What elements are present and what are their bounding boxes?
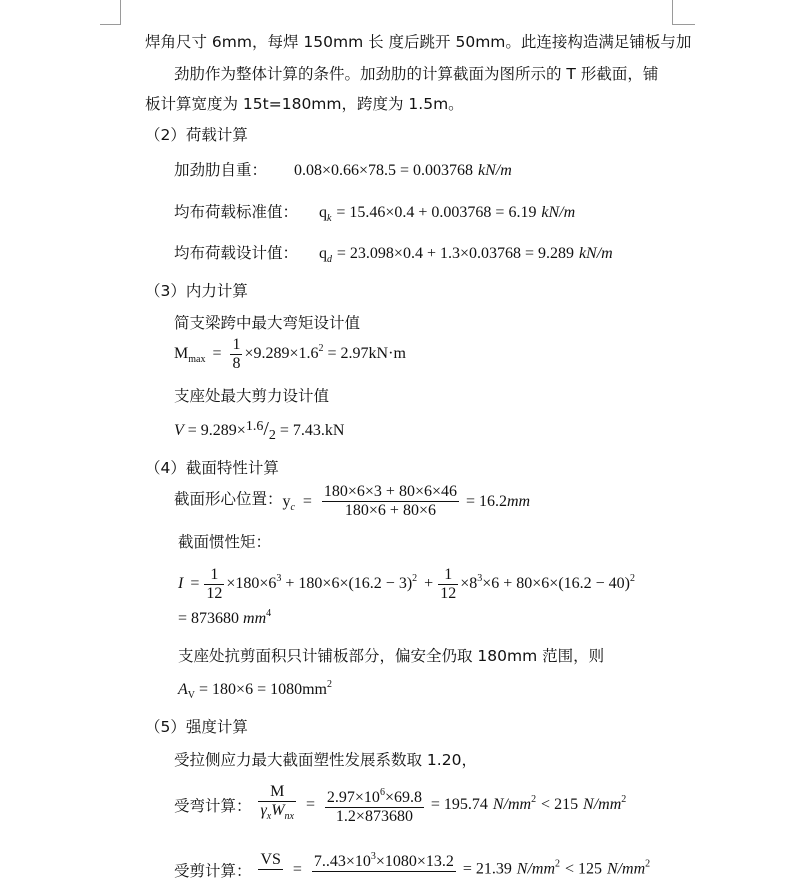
bending-unit-2: N/mm [583, 796, 622, 813]
bending-result: = 195.74 [430, 796, 488, 813]
qk-unit: kN/m [541, 204, 576, 221]
qd-subscript: d [326, 254, 332, 265]
inertia-frac2-num: 1 [438, 566, 458, 585]
centroid-fraction [322, 483, 459, 520]
inertia-term-4: ×6 + 80×6×(16.2 − 40) [482, 575, 630, 593]
self-weight-label: 加劲肋自重： [174, 161, 268, 179]
inertia-fraction-1 [204, 566, 224, 603]
shear-area-symbol: A [178, 681, 188, 698]
bending-frac2-den: 1.2×873680 [335, 807, 413, 825]
shear-area-text: 支座处抗剪面积只计铺板部分，偏安全仍取 180mm 范围，则 [178, 647, 605, 665]
qk-symbol: q [318, 204, 327, 221]
bending-unit-1-exp: 2 [531, 794, 537, 805]
inertia-result: = 873680 [178, 610, 240, 627]
moment-title: 简支梁跨中最大弯矩设计值 [174, 314, 361, 332]
shear-check-fraction-2 [312, 848, 456, 890]
centroid-frac-den: 180×6 + 80×6 [344, 502, 436, 519]
moment-frac-num: 1 [232, 336, 241, 353]
shear-unit-2: N/mm [606, 860, 646, 878]
section-heading-strength: （5）强度计算 [145, 718, 248, 736]
centroid-unit: mm [506, 493, 531, 510]
qk-subscript: k [326, 213, 332, 224]
shear-expression: = 9.289× [187, 422, 246, 439]
bending-row: 受弯计算： $\frac{M}{\gamma_xW_{nx}}$ = $\frac{2.97\times 10^6\times 69.8}{1.2\times 873680}$ = 195.74 $N/mm^2 < 215$ $N/mm^2$ [174, 783, 627, 825]
shear-area-equation [178, 679, 332, 701]
shear-frac1-num: VS [260, 850, 281, 868]
inertia-label: 截面惯性矩： [178, 533, 272, 551]
shear-area-exp: 2 [326, 679, 332, 690]
qk-label: 均布荷载标准值： [174, 203, 299, 221]
paragraph-line-3: 板计算宽度为 15t=180mm，跨度为 1.5m。 [145, 95, 464, 113]
qk-expression: = 15.46×0.4 + 0.003768 = 6.19 [336, 204, 537, 221]
w-subscript: nx [284, 811, 294, 822]
inertia-exp-4: 2 [630, 573, 635, 585]
shear-unit-2-exp: 2 [645, 858, 651, 870]
shear-compare: < 125 [564, 860, 602, 878]
moment-result: = 2.97kN·m [327, 345, 406, 363]
shear-check-result: = 21.39 [462, 860, 512, 878]
page-corner-mark-right [672, 0, 695, 25]
inertia-frac1-num: 1 [204, 566, 224, 585]
shear-frac2-num: $7..43\times 10^3\times 1080\times 13.2$ [312, 848, 456, 872]
bending-fraction-1 [258, 783, 296, 826]
gamma-symbol: γ [260, 802, 267, 819]
inertia-term-1: ×180×6 [226, 575, 277, 593]
centroid-frac-num: 180×6×3 + 80×6×46 [323, 483, 457, 500]
bending-frac2-num: $2.97\times 10^6\times 69.8$ [325, 784, 424, 808]
section-heading-properties: （4）截面特性计算 [145, 459, 279, 477]
centroid-result: = 16.2 [465, 493, 507, 510]
moment-fraction [230, 336, 242, 373]
qk-row [174, 200, 575, 224]
shear-frac1-den [258, 870, 282, 888]
shear-check-row: 受剪计算： VS = $7..43\times 10^3\times 1080\times 13.2$ = 21.39 $N/mm^2 < 125$ $N/mm^2$ [174, 848, 650, 890]
bending-compare: < 215 [541, 796, 579, 813]
inertia-term-3: ×8 [460, 575, 478, 593]
qd-symbol: q [318, 245, 327, 262]
shear-title: 支座处最大剪力设计值 [174, 387, 330, 405]
shear-result: = 7.43.kN [279, 422, 345, 439]
moment-subscript: max [188, 354, 206, 366]
section-heading-load: （2）荷载计算 [145, 126, 248, 144]
inertia-unit-exp: 4 [266, 608, 272, 619]
qd-unit: kN/m [578, 245, 613, 262]
self-weight-row [174, 158, 512, 180]
self-weight-unit: kN/m [477, 162, 512, 179]
moment-symbol: M [174, 345, 189, 363]
shear-equation: V = 9.289×1.6/2 = 7.43.kN [174, 418, 345, 443]
inertia-frac1-den: 12 [206, 585, 223, 602]
inertia-exp-3: 3 [477, 573, 483, 585]
strength-intro: 受拉侧应力最大截面塑性发展系数取 1.20， [174, 751, 477, 769]
inertia-exp-2: 2 [412, 573, 418, 585]
shear-check-label: 受剪计算： [174, 861, 252, 880]
moment-equation: $M_{max}$ = $\frac{1}{8}$ $\times 9.289\times 1.6^2 = 2.97kN\cdot m$ [174, 336, 406, 372]
paragraph-line-2: 劲肋作为整体计算的条件。加劲肋的计算截面为图所示的 T 形截面，铺 [174, 65, 659, 83]
shear-area-expression: = 180×6 = 1080mm [199, 681, 327, 698]
shear-unit-1: N/mm [516, 860, 556, 878]
paragraph-line-1: 焊角尺寸 6mm，每焊 150mm 长 度后跳开 50mm。此连接构造满足铺板与加 [145, 33, 692, 51]
section-heading-internal: （3）内力计算 [145, 282, 248, 300]
page-corner-mark-left [100, 0, 121, 25]
bending-unit-1: N/mm [492, 796, 532, 813]
inertia-unit: mm [243, 610, 267, 627]
shear-symbol: V [174, 422, 184, 439]
inertia-frac2-den: 12 [440, 585, 457, 602]
moment-exponent: 2 [318, 343, 324, 355]
qd-row [174, 241, 613, 265]
shear-denominator: 2 [268, 428, 276, 443]
centroid-subscript: c [290, 502, 295, 513]
inertia-result-row [178, 608, 271, 628]
qd-label: 均布荷载设计值： [174, 244, 299, 262]
self-weight-expression: 0.08×0.66×78.5 = 0.003768 [293, 162, 474, 179]
shear-check-fraction-1 [258, 851, 282, 888]
gamma-subscript: x [266, 811, 272, 822]
bending-unit-2-exp: 2 [621, 794, 627, 805]
shear-unit-1-exp: 2 [555, 858, 561, 870]
bending-label: 受弯计算： [174, 797, 252, 815]
centroid-symbol: y [282, 493, 291, 510]
centroid-label: 截面形心位置： [174, 490, 283, 508]
inertia-symbol: I [178, 575, 184, 593]
moment-expression: ×9.289×1.6 [244, 345, 319, 363]
inertia-exp-1: 3 [276, 573, 282, 585]
inertia-term-2: + 180×6×(16.2 − 3) [285, 575, 413, 593]
inertia-equation: I = $\frac{1}{12}$ $\times 180\times 6^3 + 180\times 6\times(16.2 - 3)^2$ + $\frac{1}{12}$ $\times 8^3\times 6 + 80\times 6\times(16.2 - 40)^2$ [178, 566, 635, 602]
shear-numerator: 1.6 [245, 419, 264, 434]
w-symbol: W [271, 802, 285, 819]
centroid-row: 截面形心位置：$y_c$ = $\frac{180\times 6\times 3 + 80\times 6\times 46}{180\times 6 + 80\times 6}$ = 16.2mm [174, 483, 531, 519]
bending-frac1-den [258, 802, 296, 826]
inertia-fraction-2 [438, 566, 458, 603]
bending-frac1-num: M [258, 783, 296, 802]
bending-fraction-2 [325, 784, 424, 826]
qd-expression: = 23.098×0.4 + 1.3×0.03768 = 9.289 [336, 245, 575, 262]
moment-frac-den: 8 [232, 355, 241, 372]
shear-area-subscript: V [187, 690, 196, 701]
